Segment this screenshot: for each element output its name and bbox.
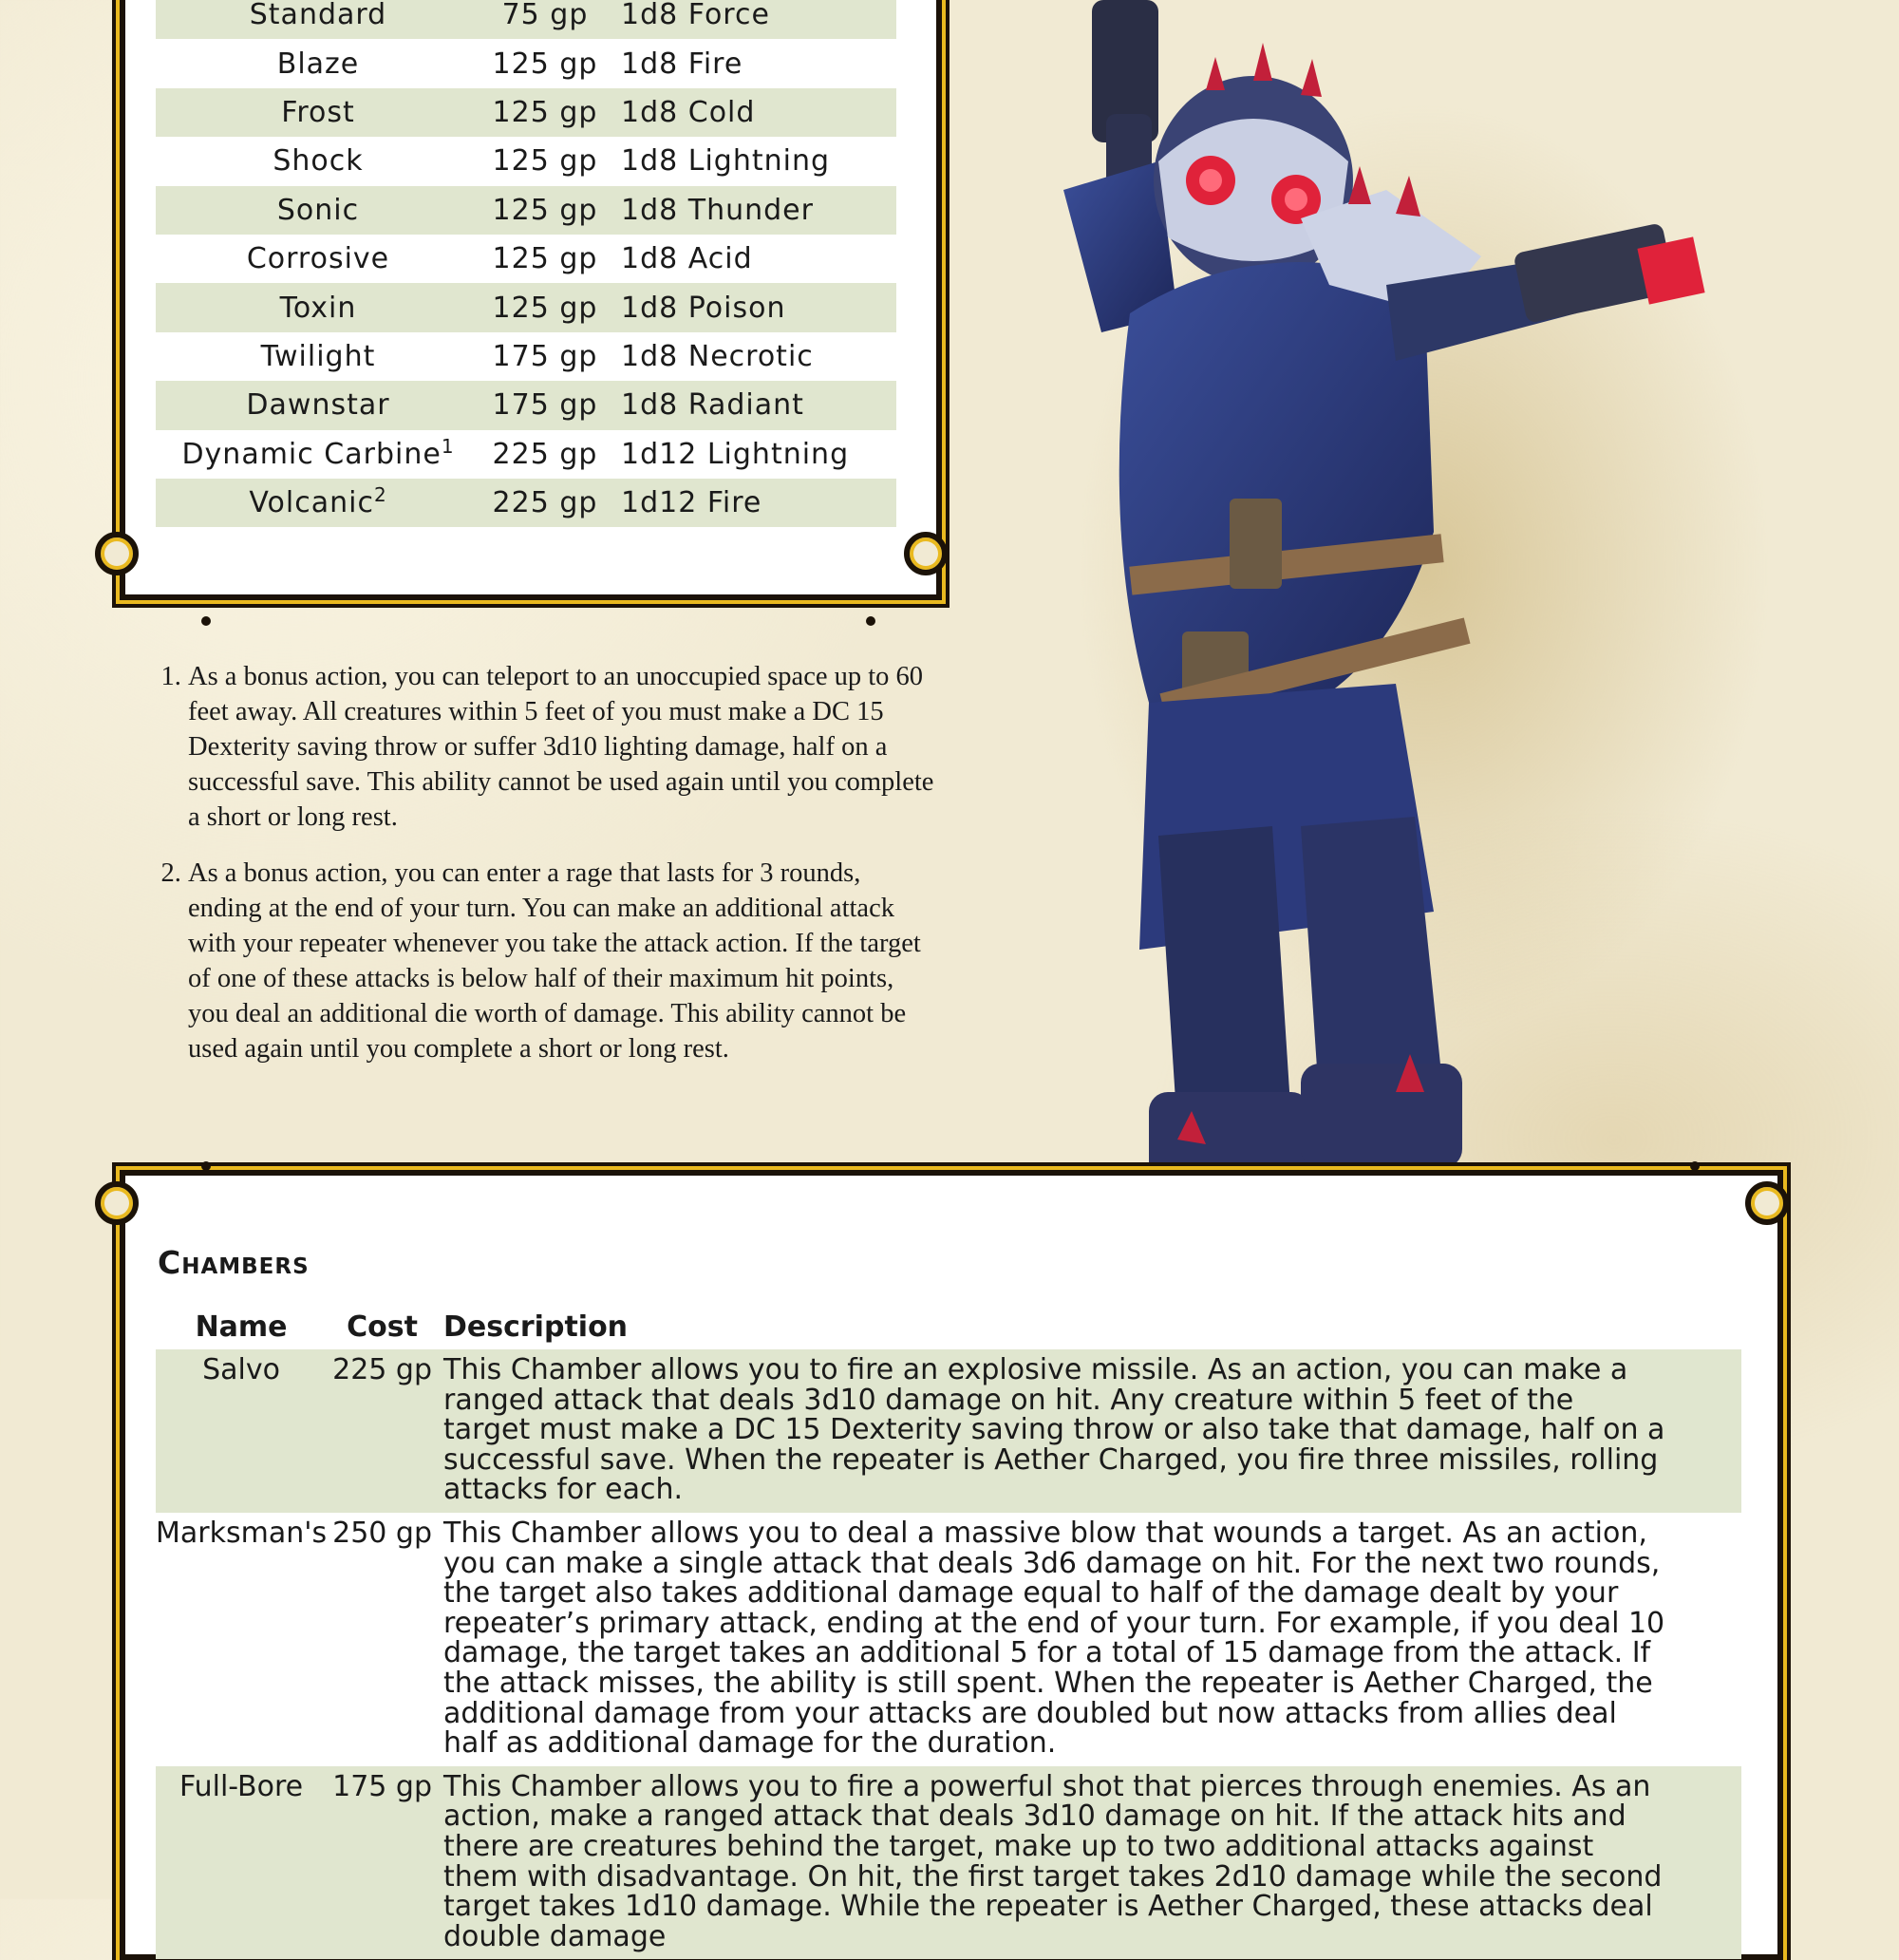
table-row <box>156 137 896 185</box>
column-header-description: Description <box>443 1310 629 1344</box>
chamber-cost: 175 gp <box>327 1766 438 1960</box>
ammo-name: Twilight <box>260 339 376 373</box>
table-row <box>156 479 896 527</box>
table-row <box>156 381 896 429</box>
ammo-name: Toxin <box>156 283 480 331</box>
ammo-cost: 125 gp <box>492 47 598 81</box>
table-row <box>156 332 896 381</box>
ammo-cost: 175 gp <box>492 339 598 373</box>
table-row <box>156 1766 1741 1960</box>
ammo-damage: 1d8 Cold <box>610 88 896 137</box>
column-header-cost: Cost <box>347 1310 418 1344</box>
table-header-row <box>156 1296 1741 1349</box>
table-row <box>156 186 896 235</box>
frame-ornament <box>866 616 875 626</box>
footnote: 1. As a bonus action, you can teleport to an unoccupied space up to 60 feet away. All creatures within 5 feet of you must make a DC 15 Dexterity saving throw or suffer 3d10 lighting damage, half on a successful save. This ability cannot be used again until you complete a short or long rest. <box>188 659 938 835</box>
table-row <box>156 1513 1741 1766</box>
chamber-description: This Chamber allows you to fire a powerful shot that pierces through enemies. As an action, make a ranged attack that deals 3d10 damage on hit. If the attack hits and there are creatures behind the target, make up to two additional attacks against them with disadvantage. On hit, the first target takes 2d10 damage while the second target takes 1d10 damage. While the repeater is Aether Charged, these attacks deal double damage <box>438 1766 1741 1960</box>
ammo-damage: 1d8 Thunder <box>610 186 896 235</box>
ammo-cost: 225 gp <box>492 437 598 471</box>
frame-ornament <box>95 532 139 575</box>
ammo-name: Corrosive <box>246 242 390 276</box>
table-row <box>156 283 896 331</box>
ammo-name: Shock <box>273 144 364 179</box>
table-row <box>156 0 896 39</box>
ammo-damage: 1d8 Fire <box>621 47 743 81</box>
ammo-cost: 125 gp <box>480 186 610 235</box>
frame-ornament <box>1745 1181 1789 1225</box>
table-row <box>156 39 896 87</box>
chamber-name: Full-Bore <box>156 1766 327 1960</box>
ammo-damage: 1d8 Lightning <box>621 144 831 179</box>
ammo-name: Dawnstar <box>156 381 480 429</box>
chamber-description: This Chamber allows you to deal a massive blow that wounds a target. As an action, you can make a single attack that deals 3d6 damage on hit. For the next two rounds, the target also takes additional damage equal to half of the damage dealt by your repeater’s primary attack, ending at the end of your turn. For example, if you deal 10 damage, the target takes an additional 5 for a total of 15 damage from the attack. If the attack misses, the ability is still spent. When the repeater is Aether Charged, the additional damage from your attacks are doubled but now attacks from allies deal half as additional damage for the duration. <box>443 1516 1665 1761</box>
ammo-cost: 125 gp <box>480 283 610 331</box>
ammo-name: Blaze <box>276 47 360 81</box>
chamber-name: Marksman's <box>156 1516 328 1550</box>
ammo-name: Sonic <box>156 186 480 235</box>
frame-ornament <box>1690 1161 1700 1171</box>
chamber-cost: 225 gp <box>327 1349 438 1513</box>
ammo-damage: 1d8 Necrotic <box>621 339 814 373</box>
table-row <box>156 235 896 283</box>
ammo-damage: 1d8 Poison <box>610 283 896 331</box>
frame-ornament <box>201 1161 211 1171</box>
ammo-name: Volcanic$^2$ <box>156 479 480 527</box>
ammo-cost: 75 gp <box>480 0 610 39</box>
ammo-cost: 125 gp <box>492 144 598 179</box>
column-header-name: Name <box>195 1310 288 1344</box>
ammo-cost: 175 gp <box>480 381 610 429</box>
ammo-name: Frost <box>156 88 480 137</box>
chamber-description: This Chamber allows you to fire an explosive missile. As an action, you can make a ranged attack that deals 3d10 damage on hit. Any creature within 5 feet of the target must make a DC 15 Dexterity saving throw or also take that damage, half on a successful save. When the repeater is Aether Charged, you fire three missiles, rolling attacks for each. <box>438 1349 1741 1513</box>
table-row <box>156 1349 1741 1513</box>
ammo-cost: 225 gp <box>480 479 610 527</box>
chamber-cost: 250 gp <box>332 1516 432 1550</box>
table-row <box>156 430 896 479</box>
ammo-damage: 1d12 Fire <box>610 479 896 527</box>
footnote-list <box>158 659 938 1087</box>
ammo-damage: 1d8 Force <box>610 0 896 39</box>
ammo-cost: 125 gp <box>480 88 610 137</box>
character-illustration <box>987 0 1823 1198</box>
section-title: Chambers <box>158 1244 310 1281</box>
ammo-table <box>156 0 896 527</box>
table-row <box>156 88 896 137</box>
ammo-name: Standard <box>156 0 480 39</box>
footnote: 2. As a bonus action, you can enter a rage that lasts for 3 rounds, ending at the end of your turn. You can make an additional attack with your repeater whenever you take the attack action. If the target of one of these attacks is below half of their maximum hit points, you deal an additional die worth of damage. This ability cannot be used again until you complete a short or long rest. <box>188 856 938 1066</box>
ammo-damage: 1d8 Acid <box>621 242 753 276</box>
chamber-name: Salvo <box>156 1349 327 1513</box>
ammo-damage: 1d8 Radiant <box>610 381 896 429</box>
frame-ornament <box>95 1181 139 1225</box>
chambers-table <box>156 1296 1741 1959</box>
frame-ornament <box>904 532 948 575</box>
ammo-damage: 1d12 Lightning <box>621 437 850 471</box>
ammo-name: Dynamic Carbine$^1$ <box>181 434 455 471</box>
frame-ornament <box>201 616 211 626</box>
ammo-cost: 125 gp <box>492 242 598 276</box>
